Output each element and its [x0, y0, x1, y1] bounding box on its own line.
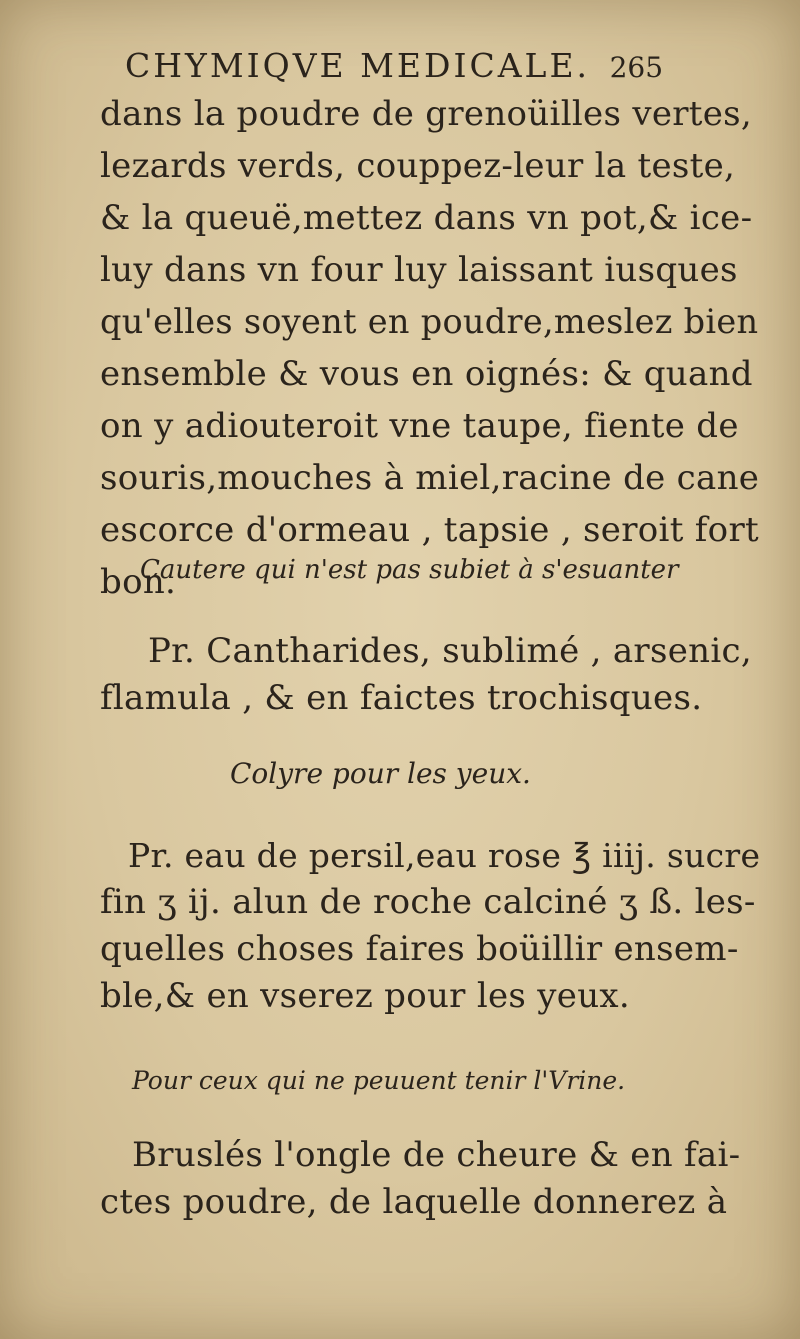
section-body-urine — [100, 1132, 741, 1226]
text-line: escorce d'ormeau , tapsie , seroit fort — [100, 510, 759, 550]
text-line: ensemble & vous en oignés: & quand — [100, 354, 753, 394]
section-body-cautere — [100, 628, 752, 722]
text-line: ctes poudre, de laquelle donnerez à — [100, 1182, 728, 1222]
text-line: dans la poudre de grenoüilles vertes, — [100, 94, 753, 134]
text-line: Pr. eau de persil,eau rose ℥ iiij. sucre — [128, 836, 761, 875]
text-line: lezards verds, couppez-leur la teste, — [100, 146, 736, 186]
section-heading-colyre: Colyre pour les yeux. — [230, 757, 531, 790]
section-heading-urine: Pour ceux qui ne peuuent tenir l'Vrine. — [132, 1066, 626, 1095]
text-line: luy dans vn four luy laissant iusques — [100, 250, 738, 290]
text-line: quelles choses faires boüillir ensem- — [100, 929, 739, 969]
text-line: & la queuë,mettez dans vn pot,& ice- — [100, 198, 753, 238]
text-line: souris,mouches à miel,racine de cane — [100, 458, 760, 498]
running-title: CHYMIQVE MEDICALE. — [125, 46, 591, 85]
text-line: fin ʒ ij. alun de roche calciné ʒ ß. les- — [100, 882, 756, 922]
running-header — [125, 46, 665, 85]
text-line: ble,& en vserez pour les yeux. — [100, 976, 630, 1016]
text-line: on y adiouteroit vne taupe, fiente de — [100, 406, 739, 446]
paragraph-continuation — [100, 88, 760, 608]
text-line: Bruslés l'ongle de cheure & en fai- — [132, 1135, 741, 1175]
text-line: flamula , & en faictes trochisques. — [100, 678, 703, 718]
page-number: 265 — [609, 51, 664, 84]
section-body-colyre — [100, 832, 761, 1020]
text-line: Pr. Cantharides, sublimé , arsenic, — [148, 631, 752, 671]
text-line: bon. — [100, 562, 177, 602]
section-heading-cautere: Cautere qui n'est pas subiet à s'esuanter — [140, 555, 679, 585]
text-line: qu'elles soyent en poudre,meslez bien — [100, 302, 759, 341]
